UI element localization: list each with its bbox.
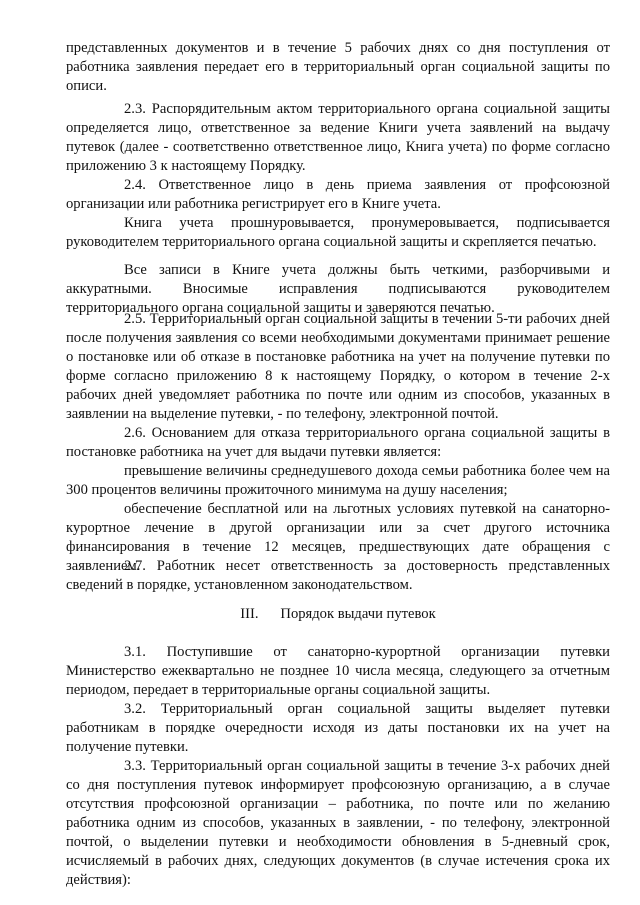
- scan-edge-mark: [630, 24, 638, 68]
- paragraph-income-excess: превышение величины среднедушевого дохода семьи работника более чем на 300 процентов величины прожиточного минимума на душу населения;: [66, 463, 610, 498]
- paragraph-book-records: Все записи в Книге учета должны быть четкими, разборчивыми и аккуратными. Вносимые исправления подписываются руководителем территориального органа социальной защиты и заверяются печатью.: [66, 262, 610, 316]
- paragraph-2-3: 2.3. Распорядительным актом территориального органа социальной защиты определяется лицо, ответственное за ведение Книги учета заявлений на выдачу путевок (далее - соответственно ответственное лицо, Книга учета) по форме согласно приложению 3 к настоящему Порядку.: [66, 101, 610, 174]
- paragraph-2-7: 2.7. Работник несет ответственность за достоверность представленных сведений в порядке, установленном законодательством.: [66, 558, 610, 593]
- paragraph-book-binding: Книга учета прошнуровывается, пронумеровывается, подписывается руководителем территориального органа социальной защиты и скрепляется печатью.: [66, 215, 610, 250]
- paragraph-3-2: 3.2. Территориальный орган социальной защиты выделяет путевки работникам в порядке очередности исходя из даты постановки их на учет на получение путевки.: [66, 701, 610, 755]
- section-heading: III. Порядок выдачи путевок: [240, 606, 436, 622]
- paragraph-2-4: 2.4. Ответственное лицо в день приема заявления от профсоюзной организации или работника регистрирует его в Книге учета.: [66, 177, 610, 212]
- paragraph-3-1: 3.1. Поступившие от санаторно-курортной организации путевки Министерство ежеквартально не позднее 10 числа месяца, следующего за отчетным периодом, передает в территориальные органы социальной защиты.: [66, 644, 610, 698]
- paragraph-3-3: 3.3. Территориальный орган социальной защиты в течение 3-х рабочих дней со дня поступления путевок информирует профсоюзную организацию, а в случае отсутствия профсоюзной организации – работника, по почте или по желанию работника одним из способов, указанных в заявлении, - по телефону, электронной почтой, о выделении путевки и необходимости обновления в 5-дневный срок, исчисляемый в рабочих днях, следующих документов (в случае истечения срока их действия):: [66, 758, 610, 888]
- paragraph-other-voucher: обеспечение бесплатной или на льготных условиях путевкой на санаторно-курортное лечение в другой организации или за счет другого источника финансирования в течение 12 месяцев, предшествующих дате обращения с заявлением.: [66, 501, 610, 574]
- paragraph-2-5: 2.5. Территориальный орган социальной защиты в течении 5-ти рабочих дней после получения заявления со всеми необходимыми документами принимает решение о постановке или об отказе в постановке работника на учет на получение путевки по форме согласно приложению 8 к настоящему Порядку, о котором в течение 2-х рабочих дней уведомляет работника по почте или одним из способов, указанных в заявлении на выделение путевки, - по телефону, электронной почтой.: [66, 311, 610, 422]
- paragraph-2-6: 2.6. Основанием для отказа территориального органа социальной защиты в постановке работника на учет для выдачи путевки является:: [66, 425, 610, 460]
- paragraph-continuation: представленных документов и в течение 5 рабочих днях со дня поступления от работника заявления передает его в территориальный орган социальной защиты по описи.: [66, 40, 610, 94]
